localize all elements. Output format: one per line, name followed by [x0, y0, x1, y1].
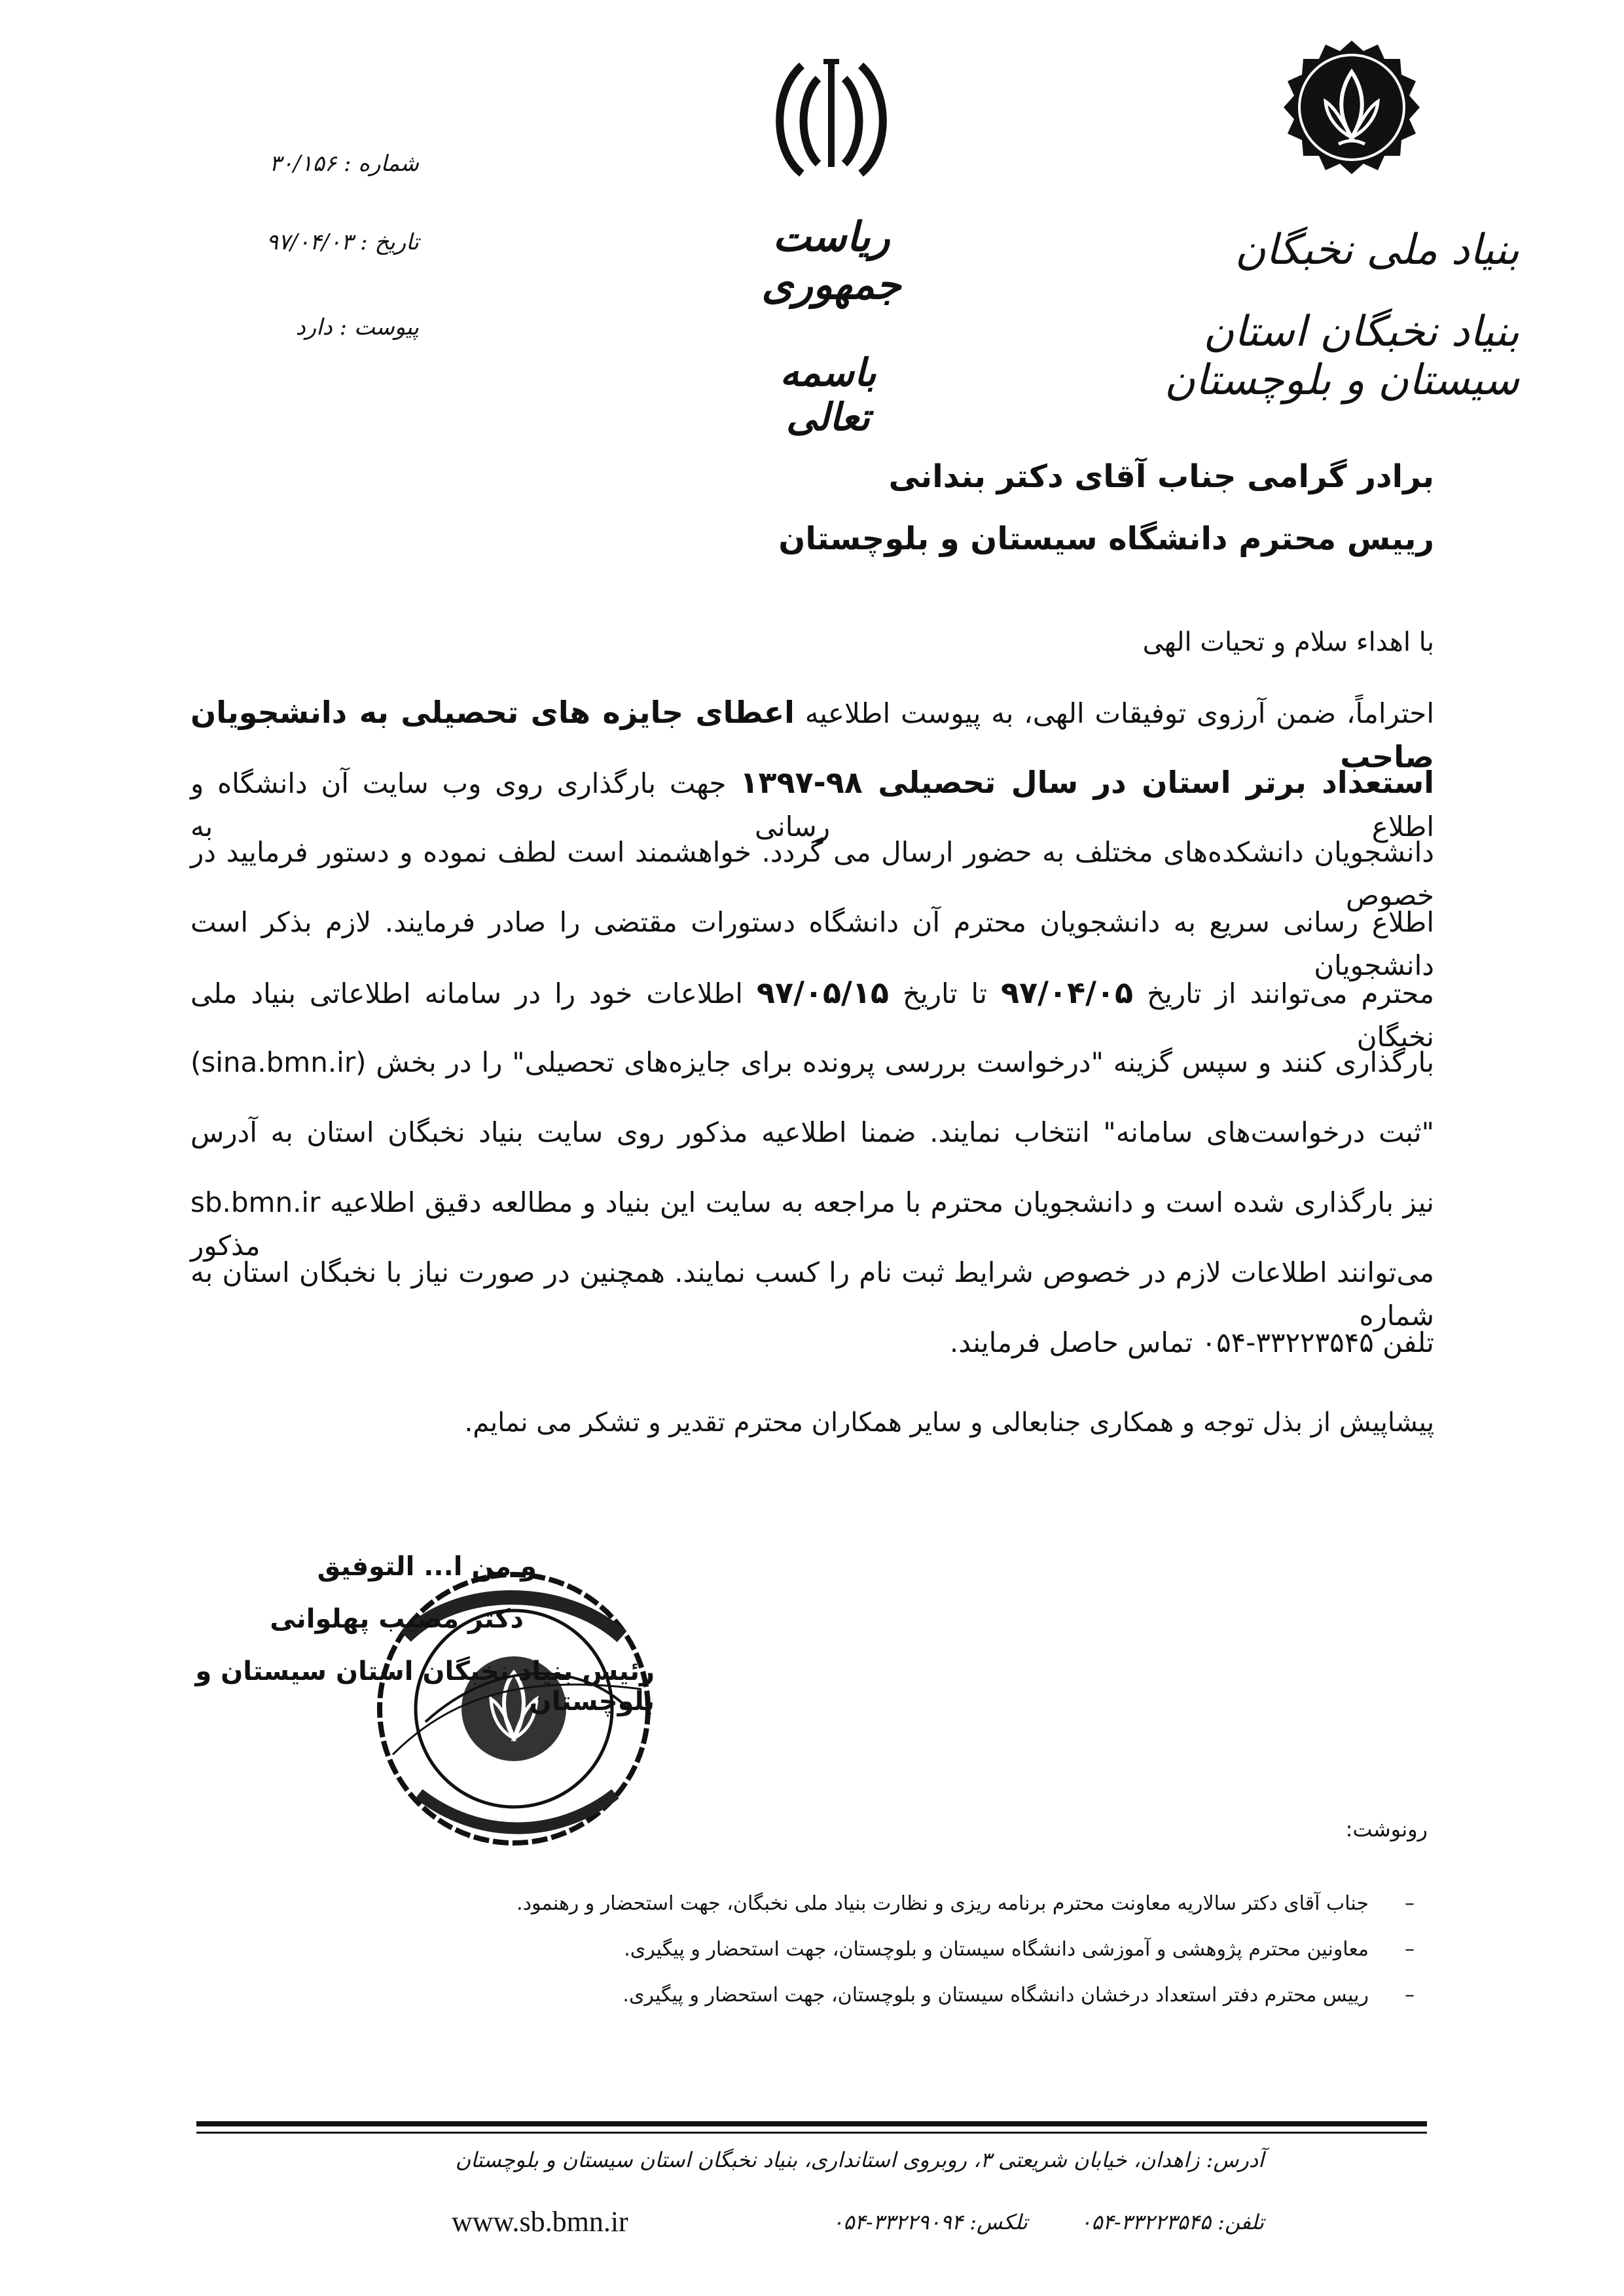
letter-number: شماره : ۳۰/۱۵۶ [269, 151, 419, 177]
body-text: محترم می‌توانند از تاریخ [1133, 977, 1434, 1010]
greeting: با اهداء سلام و تحیات الهی [1142, 627, 1434, 657]
footer-phone: تلفن: ۳۳۲۲۳۵۴۵-۰۵۴ [1080, 2210, 1264, 2234]
footer-address: آدرس: زاهدان، خیابان شریعتی ۳، روبروی استانداری، بنیاد نخبگان استان سیستان و بلوچستان [455, 2147, 1264, 2172]
body-line: دانشجویان دانشکده‌های مختلف به حضور ارسال می گردد. خواهشمند است لطف نموده و دستور فرمایید در خصوص [190, 836, 1434, 911]
footer-fax: تلکس: ۳۳۲۲۹۰۹۴-۰۵۴ [832, 2210, 1028, 2234]
cc-item: – رییس محترم دفتر استعداد درخشان دانشگاه سیستان و بلوچستان، جهت استحضار و پیگیری. [184, 1984, 1428, 2030]
body-line: sb.bmn.ir نیز بارگذاری شده است و دانشجویان محترم با مراجعه به سایت این بنیاد و مطالعه دقیق اطلاعیه مذکور [190, 1186, 1435, 1262]
body-line [190, 691, 1434, 774]
body-line: "ثبت درخواست‌های سامانه" انتخاب نمایند. ضمنا اطلاعیه مذکور روی سایت بنیاد نخبگان استان به آدرس [190, 1116, 1434, 1148]
footer-website-link[interactable]: www.sb.bmn.ir [452, 2206, 628, 2238]
signer-title: رئیس بنیاد نخبگان استان سیستان و بلوچستان [195, 1656, 655, 1717]
signature-closing: و من ا... التوفیق [317, 1552, 537, 1582]
cc-list [184, 1892, 1428, 2030]
iran-emblem-icon [772, 52, 890, 177]
body-line: تلفن ۳۳۲۲۳۵۴۵-۰۵۴ تماس حاصل فرمایند. [949, 1326, 1434, 1358]
letter-attachment: پیوست : دارد [295, 314, 419, 340]
signature-block [98, 1552, 655, 1717]
org-name-national: بنیاد ملی نخبگان [1235, 226, 1519, 274]
cc-title: رونوشت: [1345, 1817, 1428, 1842]
signer-name: دکتر مصیب پهلوانی [270, 1604, 524, 1634]
footer-contact [609, 2210, 1264, 2234]
start-date: ۹۷/۰۴/۰۵ [1001, 975, 1134, 1010]
end-date: ۹۷/۰۵/۱۵ [756, 975, 889, 1010]
footer-divider [196, 2132, 1427, 2134]
body-text: تا تاریخ [888, 977, 1001, 1010]
body-text: احتراماً، ضمن آرزوی توفیقات الهی، به پیوست اطلاعیه [794, 697, 1434, 729]
body-line: (sina.bmn.ir) بارگذاری کنند و سپس گزینه "درخواست بررسی پرونده برای جایزه‌های تحصیلی" را در بخش [190, 1046, 1435, 1078]
bmn-emblem-icon [1280, 39, 1424, 183]
footer-divider [196, 2121, 1427, 2126]
body-line: اطلاع رسانی سریع به دانشجویان محترم آن دانشگاه دستورات مقتضی را صادر فرمایند. لازم بذکر است دانشجویان [190, 906, 1434, 981]
body-line: می‌توانند اطلاعات لازم در خصوص شرایط ثبت نام را کسب نمایند. همچنین در صورت نیاز با نخبگان استان به شماره [190, 1256, 1434, 1332]
org-name-provincial: بنیاد نخبگان استان سیستان و بلوچستان [1164, 308, 1519, 405]
body-text: اطلاعات خود را در سامانه اطلاعاتی بنیاد ملی نخبگان [190, 977, 1434, 1053]
bismillah: باسمه تعالی [780, 350, 876, 439]
closing-line: پیشاپیش از بذل توجه و همکاری جنابعالی و سایر همکاران محترم تقدیر و تشکر می نمایم. [464, 1408, 1434, 1438]
cc-item: – معاونین محترم پژوهشی و آموزشی دانشگاه سیستان و بلوچستان، جهت استحضار و پیگیری. [184, 1938, 1428, 1984]
cc-item: – جناب آقای دکتر سالاریه معاونت محترم برنامه ریزی و نظارت بنیاد ملی نخبگان، جهت استحضار و رهنمود. [184, 1892, 1428, 1938]
addressee-title: رییس محترم دانشگاه سیستان و بلوچستان [778, 520, 1434, 557]
body-text: جهت بارگذاری روی وب سایت آن دانشگاه و اطلاع رسانی به [190, 767, 1434, 843]
letter-body [190, 691, 1434, 1391]
body-line [190, 761, 1434, 843]
letter-date: تاریخ : ۹۷/۰۴/۰۳ [266, 229, 419, 255]
body-emphasis: استعداد برتر استان در سال تحصیلی ۹۸-۱۳۹۷ [740, 765, 1434, 800]
body-line [190, 971, 1434, 1053]
presidency-title: ریاست جمهوری [761, 213, 901, 308]
addressee-name: برادر گرامی جناب آقای دکتر بندانی [888, 458, 1434, 495]
body-emphasis: اعطای جایزه های تحصیلی به دانشجویان صاحب [190, 695, 1434, 774]
